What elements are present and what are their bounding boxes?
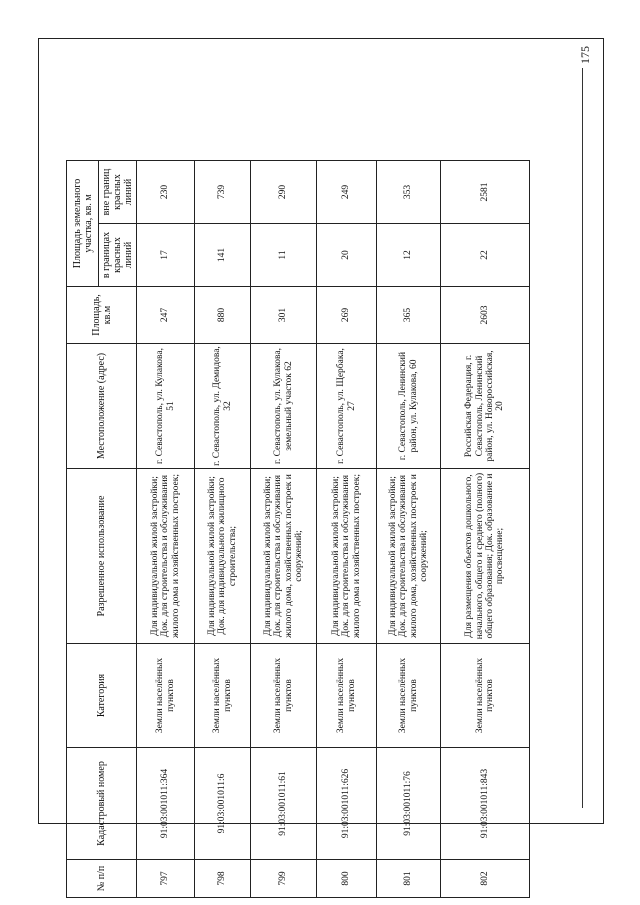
cell-within: 11 (251, 224, 317, 287)
cell-location: г. Севастополь, ул. Щербака, 27 (317, 344, 377, 469)
cell-num: 797 (137, 860, 195, 898)
table-row (195, 161, 251, 898)
cell-location: г. Севастополь, ул. Демидова, 32 (195, 344, 251, 469)
page-rule (582, 68, 583, 808)
header-num: № п/п (67, 860, 137, 898)
cell-area: 2603 (441, 287, 530, 344)
cell-location: Российская Федерация, г. Севастополь, Ленинский район, ул. Новороссийская, 20 (441, 344, 530, 469)
table-row (137, 161, 195, 898)
land-plots-table-rotated (66, 161, 529, 898)
cell-cadastral: 91:03:001011:626 (317, 748, 377, 860)
cell-area: 269 (317, 287, 377, 344)
cell-area: 365 (377, 287, 441, 344)
cell-within: 22 (441, 224, 530, 287)
cell-num: 801 (377, 860, 441, 898)
cell-use: Для индивидуальной жилой застройки; Док. для строительства и обслуживания жилого дома и хозяйственных построек; (137, 469, 195, 644)
cell-within: 20 (317, 224, 377, 287)
cell-cadastral: 91:03:001011:76 (377, 748, 441, 860)
cell-location: г. Севастополь, ул. Кулакова, земельный участок 62 (251, 344, 317, 469)
cell-outside: 739 (195, 161, 251, 224)
cell-within: 12 (377, 224, 441, 287)
cell-num: 799 (251, 860, 317, 898)
table-row (441, 161, 530, 898)
header-land-area: Площадь земельного участка, кв. м (67, 161, 99, 287)
table-row (317, 161, 377, 898)
cell-location: г. Севастополь, ул. Кулакова, 51 (137, 344, 195, 469)
header-category: Категория (67, 644, 137, 748)
cell-outside: 249 (317, 161, 377, 224)
cell-area: 301 (251, 287, 317, 344)
cell-use: Для индивидуальной жилой застройки; Док. для индивидуального жилищного строительства; (195, 469, 251, 644)
cell-area: 247 (137, 287, 195, 344)
cell-within: 141 (195, 224, 251, 287)
cell-area: 880 (195, 287, 251, 344)
cell-category: Земли населённых пунктов (137, 644, 195, 748)
cell-category: Земли населённых пунктов (195, 644, 251, 748)
cell-category: Земли населённых пунктов (251, 644, 317, 748)
cell-outside: 290 (251, 161, 317, 224)
cell-use: Для индивидуальной жилой застройки; Док. для строительства и обслуживания жилого дома, хозяйственных построек и сооружений; (251, 469, 317, 644)
table-row (377, 161, 441, 898)
page-number: 175 (578, 46, 592, 64)
header-location: Местоположение (адрес) (67, 344, 137, 469)
header-outside: вне границ красных линий (99, 161, 137, 224)
cell-use: Для индивидуальной жилой застройки; Док. для строительства и обслуживания жилого дома, хозяйственных построек и сооружений; (377, 469, 441, 644)
header-cadastral: Кадастровый номер (67, 748, 137, 860)
cell-category: Земли населённых пунктов (377, 644, 441, 748)
cell-category: Земли населённых пунктов (317, 644, 377, 748)
cell-cadastral: 91:03:001011:61 (251, 748, 317, 860)
cell-location: г. Севастополь, Ленинский район, ул. Кулакова, 60 (377, 344, 441, 469)
cell-cadastral: 91:03:001011:364 (137, 748, 195, 860)
land-plots-table (66, 160, 530, 898)
cell-outside: 353 (377, 161, 441, 224)
cell-outside: 230 (137, 161, 195, 224)
header-area: Площадь, кв.м (67, 287, 137, 344)
cell-within: 17 (137, 224, 195, 287)
cell-cadastral: 91:03:001011:843 (441, 748, 530, 860)
header-use: Разрешенное использование (67, 469, 137, 644)
table-row (251, 161, 317, 898)
cell-num: 800 (317, 860, 377, 898)
cell-num: 798 (195, 860, 251, 898)
cell-outside: 2581 (441, 161, 530, 224)
cell-category: Земли населённых пунктов (441, 644, 530, 748)
cell-use: Для индивидуальной жилой застройки; Док. для строительства и обслуживания жилого дома и хозяйственных построек; (317, 469, 377, 644)
header-within: в границах красных линий (99, 224, 137, 287)
cell-cadastral: 91:03:001011:6 (195, 748, 251, 860)
cell-use: Для размещения объектов дошкольного, начального, общего и среднего (полного) общего образования; Док. образование и просвещение; (441, 469, 530, 644)
cell-num: 802 (441, 860, 530, 898)
